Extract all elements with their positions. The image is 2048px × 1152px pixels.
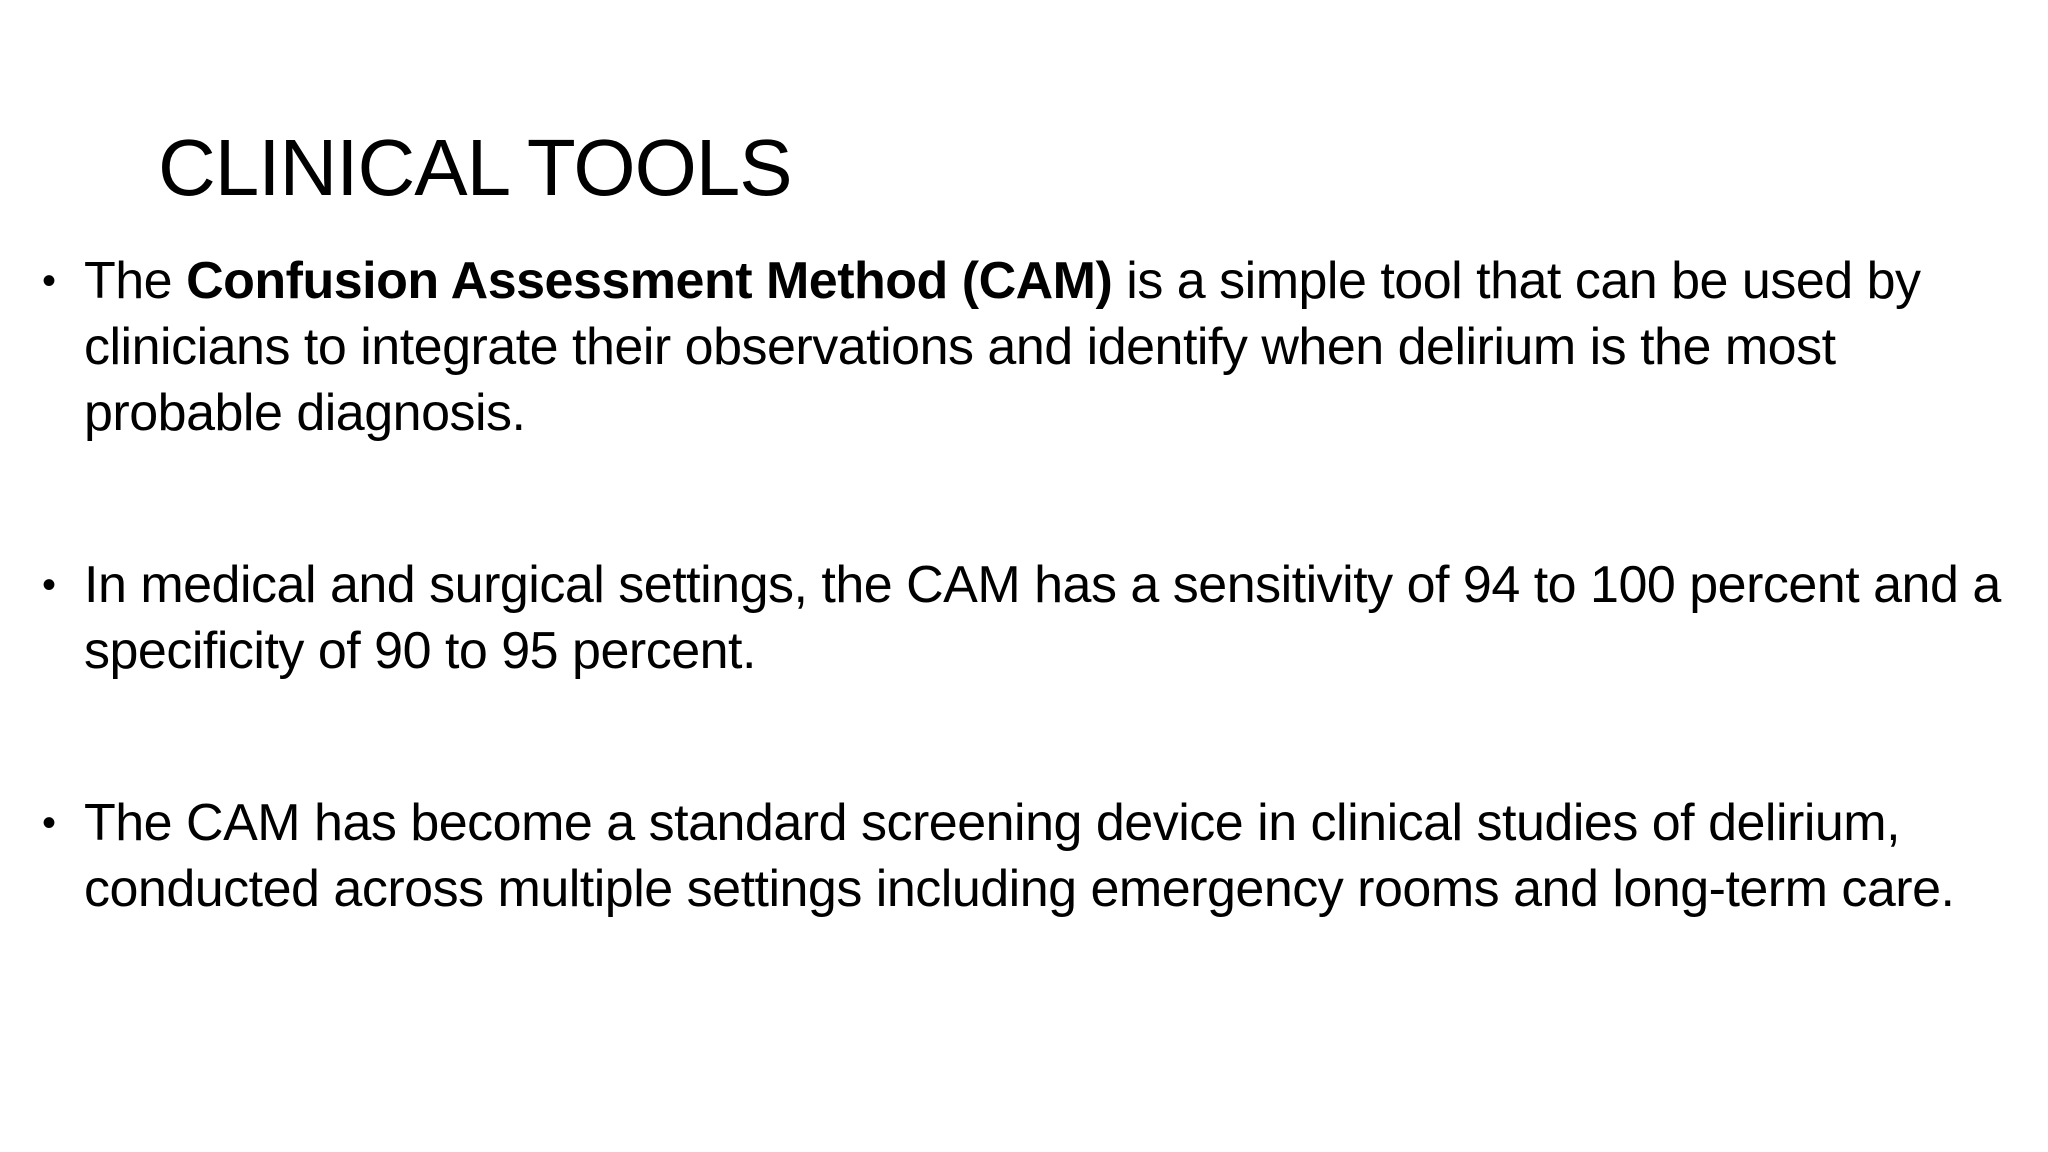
bullet-item-standard-device	[42, 790, 2012, 922]
bullet-icon: •	[42, 801, 56, 845]
bullet-item-cam-definition	[42, 248, 2012, 446]
bullet-icon: •	[42, 259, 56, 303]
bullet-list	[42, 248, 2012, 922]
bullet-text-bold: Confusion Assessment Method (CAM)	[186, 252, 1113, 310]
slide-title: CLINICAL TOOLS	[158, 123, 792, 212]
bullet-item-sensitivity	[42, 552, 2012, 684]
bullet-text-rest: is a simple tool that can be used by clinicians to integrate their observations and identify when delirium is the most probable diagnosis.	[84, 252, 1921, 442]
bullet-icon: •	[42, 563, 56, 607]
bullet-text	[84, 252, 1921, 442]
bullet-text-lead: The	[84, 252, 187, 310]
bullet-text: In medical and surgical settings, the CAM has a sensitivity of 94 to 100 percent and a specificity of 90 to 95 percent.	[84, 556, 2001, 680]
bullet-text: The CAM has become a standard screening device in clinical studies of delirium, conducted across multiple settings including emergency rooms and long-term care.	[84, 794, 1955, 918]
